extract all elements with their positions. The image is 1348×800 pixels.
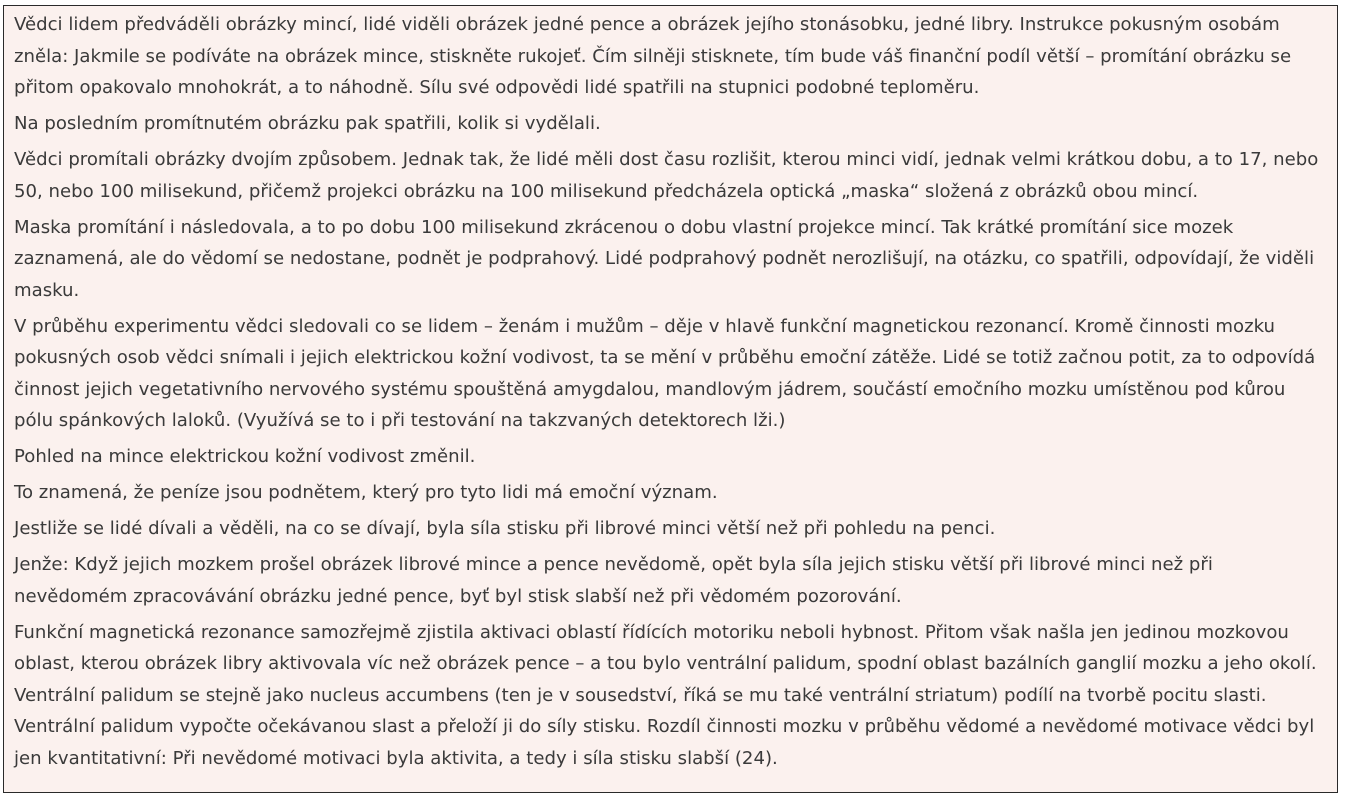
paragraph-3: Vědci promítali obrázky dvojím způsobem. Jednak tak, že lidé měli dost času rozlišit, kterou minci vidí, jednak velmi krátkou dobu, a to 17, nebo 50, nebo 100 milisekund, přičemž projekci obrázku na 100 milisekund předcházela optická „maska“ složená z obrázků obou mincí.: [14, 149, 1319, 202]
paragraph-7: To znamená, že peníze jsou podnětem, který pro tyto lidi má emoční význam.: [14, 482, 718, 503]
paragraph-4: Maska promítání i následovala, a to po dobu 100 milisekund zkrácenou o dobu vlastní projekce mincí. Tak krátké promítání sice mozek zaznamená, ale do vědomí se nedostane, podnět je podprahový. Lidé podprahový podnět nerozlišují, na otázku, co spatřili, odpovídají, že viděli masku.: [14, 216, 1315, 301]
paragraph-5: V průběhu experimentu vědci sledovali co se lidem – ženám i mužům – děje v hlavě funkční magnetickou rezonancí. Kromě činnosti mozku pokusných osob vědci snímali i jejich elektrickou kožní vodivost, ta se mění v průběhu emoční zátěže. Lidé se totiž začnou potit, za to odpovídá činnost jejich vegetativního nervového systému spouštěná amygdalou, mandlovým jádrem, součástí emočního mozku umístěnou pod kůrou pólu spánkových laloků. (Využívá se to i při testování na takzvaných detektorech lži.): [14, 315, 1316, 431]
paragraph-6: Pohled na mince elektrickou kožní vodivost změnil.: [14, 446, 476, 467]
paragraph-1: Vědci lidem předváděli obrázky mincí, lidé viděli obrázek jedné pence a obrázek jejího stonásobku, jedné libry. Instrukce pokusným osobám zněla: Jakmile se podíváte na obrázek mince, stiskněte rukojeť. Čím silněji stisknete, tím bude váš finanční podíl větší – promítání obrázku se přitom opakovalo mnohokrát, a to náhodně. Sílu své odpovědi lidé spatřili na stupnici podobné teploměru.: [14, 14, 1292, 98]
paragraph-10: Funkční magnetická rezonance samozřejmě zjistila aktivaci oblastí řídících motoriku neboli hybnost. Přitom však našla jen jedinou mozkovou oblast, kterou obrázek libry aktivovala víc než obrázek pence – a tou bylo ventrální palidum, spodní oblast bazálních ganglií mozku a jeho okolí. Ventrální palidum se stejně jako nucleus accumbens (ten je v sousedství, říká se mu také ventrální striatum) podílí na tvorbě pocitu slasti. Ventrální palidum vypočte očekávanou slast a přeloží ji do síly stisku. Rozdíl činnosti mozku v průběhu vědomé a nevědomé motivace vědci byl jen kvantitativní: Při nevědomé motivaci byla aktivita, a tedy i síla stisku slabší (24).: [14, 621, 1317, 769]
paragraph-2: Na posledním promítnutém obrázku pak spatřili, kolik si vydělali.: [14, 113, 601, 134]
article-text-box: [3, 5, 1338, 793]
paragraph-8: Jestliže se lidé dívali a věděli, na co se dívají, byla síla stisku při librové minci větší než při pohledu na penci.: [14, 518, 996, 539]
paragraph-9: Jenže: Když jejich mozkem prošel obrázek librové mince a pence nevědomě, opět byla síla jejich stisku větší při librové minci než při nevědomém zpracovávání obrázku jedné pence, byť byl stisk slabší než při vědomém pozorování.: [14, 554, 1213, 607]
